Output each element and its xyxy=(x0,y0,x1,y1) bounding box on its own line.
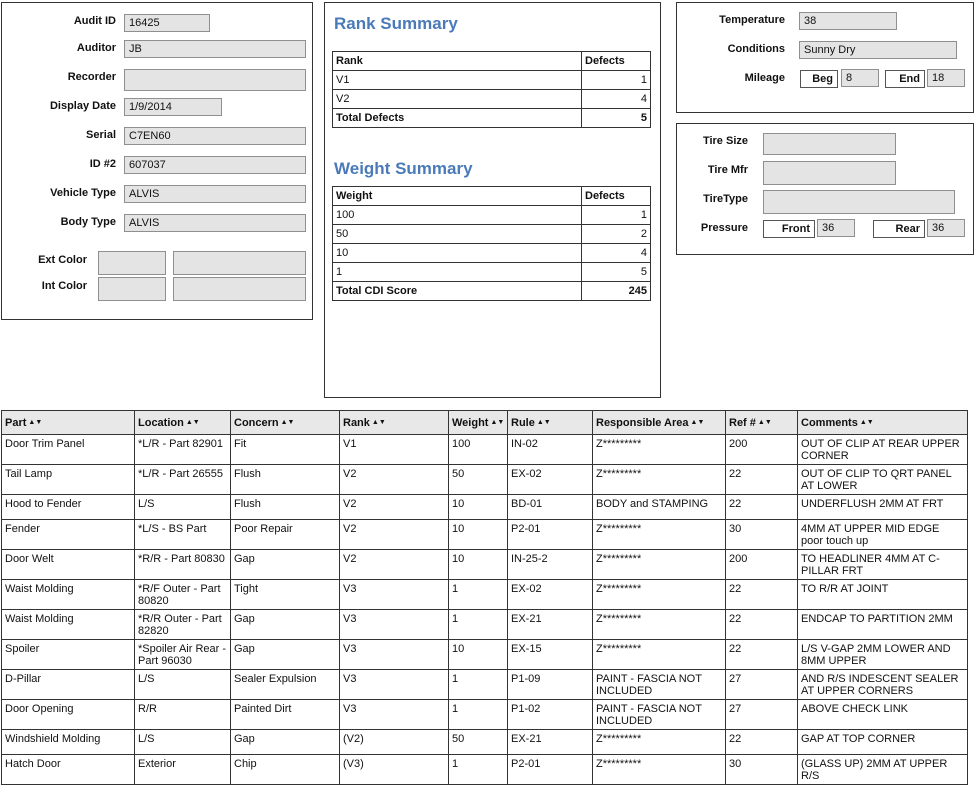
total-row xyxy=(333,109,651,128)
weight-column-header[interactable]: Weight ▲▼ xyxy=(449,411,508,435)
comments-cell: (GLASS UP) 2MM AT UPPER R/S xyxy=(798,755,968,785)
sort-icon[interactable]: ▲▼ xyxy=(536,419,551,427)
comments-cell: GAP AT TOP CORNER xyxy=(798,730,968,755)
conditions-label: Conditions xyxy=(727,43,785,55)
rule-cell: P2-01 xyxy=(508,520,593,550)
ext-color-label: Ext Color xyxy=(38,254,87,266)
weight-cell: 10 xyxy=(449,550,508,580)
part-cell: Windshield Molding xyxy=(2,730,135,755)
defects-header: Defects xyxy=(582,52,651,71)
concern-cell: Chip xyxy=(231,755,340,785)
sort-icon[interactable]: ▲▼ xyxy=(490,419,505,427)
concern-column-header[interactable]: Concern ▲▼ xyxy=(231,411,340,435)
table-row[interactable] xyxy=(2,700,968,730)
ref-cell: 22 xyxy=(726,640,798,670)
table-row xyxy=(333,244,651,263)
body-type-label: Body Type xyxy=(60,216,116,228)
concern-cell: Painted Dirt xyxy=(231,700,340,730)
weight-cell: 1 xyxy=(449,580,508,610)
location-cell: Exterior xyxy=(135,755,231,785)
part-cell: Tail Lamp xyxy=(2,465,135,495)
responsible-area-cell: Z********* xyxy=(593,730,726,755)
tire-mfr-field[interactable] xyxy=(763,161,896,185)
ref-cell: 27 xyxy=(726,670,798,700)
table-row[interactable] xyxy=(2,495,968,520)
part-cell: Spoiler xyxy=(2,640,135,670)
weight-cell: 10 xyxy=(333,244,582,263)
table-row xyxy=(333,71,651,90)
rank-cell: V2 xyxy=(340,465,449,495)
rank-cell: V2 xyxy=(340,495,449,520)
rank-cell: V3 xyxy=(340,670,449,700)
location-cell: *R/R - Part 80830 xyxy=(135,550,231,580)
rank-summary-header xyxy=(333,52,651,71)
weight-cell: 50 xyxy=(449,465,508,495)
weight-cell: 50 xyxy=(333,225,582,244)
table-row[interactable] xyxy=(2,610,968,640)
rank-header: Rank xyxy=(333,52,582,71)
comments-cell: TO R/R AT JOINT xyxy=(798,580,968,610)
weight-cell: 100 xyxy=(449,435,508,465)
rank-cell: V2 xyxy=(333,90,582,109)
rule-cell: P1-09 xyxy=(508,670,593,700)
body-type-field[interactable]: ALVIS xyxy=(124,214,306,232)
ref-cell: 22 xyxy=(726,580,798,610)
ref-cell: 22 xyxy=(726,730,798,755)
rule-cell: EX-21 xyxy=(508,730,593,755)
ref-cell: 27 xyxy=(726,700,798,730)
ref-cell: 30 xyxy=(726,755,798,785)
weight-cell: 1 xyxy=(449,755,508,785)
ref-cell: 22 xyxy=(726,610,798,640)
responsible-area-cell: Z********* xyxy=(593,435,726,465)
responsible-area-cell: PAINT - FASCIA NOT INCLUDED xyxy=(593,700,726,730)
tire-size-field[interactable] xyxy=(763,133,896,155)
location-cell: *Spoiler Air Rear - Part 96030 xyxy=(135,640,231,670)
responsible-area-cell: BODY and STAMPING xyxy=(593,495,726,520)
concern-cell: Flush xyxy=(231,495,340,520)
defects-table xyxy=(1,410,968,785)
concern-cell: Fit xyxy=(231,435,340,465)
comments-cell: TO HEADLINER 4MM AT C-PILLAR FRT xyxy=(798,550,968,580)
int-color-field-2[interactable] xyxy=(173,277,306,301)
weight-cell: 10 xyxy=(449,495,508,520)
weight-header: Weight xyxy=(333,187,582,206)
mileage-beg-button[interactable]: Beg xyxy=(800,70,838,88)
responsible-area-cell: Z********* xyxy=(593,610,726,640)
table-row[interactable] xyxy=(2,520,968,550)
defects-cell: 2 xyxy=(582,225,651,244)
weight-cell: 1 xyxy=(449,610,508,640)
location-cell: L/S xyxy=(135,670,231,700)
table-row xyxy=(333,225,651,244)
weight-cell: 1 xyxy=(449,700,508,730)
audit-id-field[interactable]: 16425 xyxy=(124,14,210,32)
audit-id-label: Audit ID xyxy=(73,15,116,27)
rank-cell: V2 xyxy=(340,520,449,550)
location-cell: L/S xyxy=(135,730,231,755)
rule-cell: EX-21 xyxy=(508,610,593,640)
ref-cell: 22 xyxy=(726,495,798,520)
comments-cell: 4MM AT UPPER MID EDGE poor touch up xyxy=(798,520,968,550)
concern-cell: Gap xyxy=(231,730,340,755)
location-cell: *L/S - BS Part xyxy=(135,520,231,550)
vehicle-type-field[interactable]: ALVIS xyxy=(124,185,306,203)
part-cell: Hatch Door xyxy=(2,755,135,785)
tire-type-label: TireType xyxy=(703,193,748,205)
part-cell: Door Welt xyxy=(2,550,135,580)
total-value: 5 xyxy=(582,109,651,128)
location-cell: *R/R Outer - Part 82820 xyxy=(135,610,231,640)
defects-cell: 5 xyxy=(582,263,651,282)
rule-cell: IN-25-2 xyxy=(508,550,593,580)
part-cell: Waist Molding xyxy=(2,580,135,610)
comments-cell: OUT OF CLIP AT REAR UPPER CORNER xyxy=(798,435,968,465)
responsible-area-column-header[interactable]: Responsible Area ▲▼ xyxy=(593,411,726,435)
rank-cell: (V2) xyxy=(340,730,449,755)
part-cell: Hood to Fender xyxy=(2,495,135,520)
ref-cell: 200 xyxy=(726,435,798,465)
table-row[interactable] xyxy=(2,465,968,495)
weight-cell: 10 xyxy=(449,520,508,550)
sort-icon[interactable]: ▲▼ xyxy=(690,419,705,427)
sort-icon[interactable]: ▲▼ xyxy=(280,419,295,427)
int-color-label: Int Color xyxy=(41,280,87,292)
vehicle-info-panel xyxy=(1,2,313,320)
conditions-panel xyxy=(676,2,974,113)
ext-color-field-1[interactable] xyxy=(98,251,166,275)
comments-cell: ABOVE CHECK LINK xyxy=(798,700,968,730)
concern-cell: Poor Repair xyxy=(231,520,340,550)
serial-label: Serial xyxy=(86,129,116,141)
rule-cell: EX-02 xyxy=(508,465,593,495)
rule-cell: EX-15 xyxy=(508,640,593,670)
rank-cell: V2 xyxy=(340,550,449,580)
concern-cell: Gap xyxy=(231,640,340,670)
id2-label: ID #2 xyxy=(89,158,116,170)
weight-cell: 1 xyxy=(449,670,508,700)
defects-cell: 1 xyxy=(582,71,651,90)
total-value: 245 xyxy=(582,282,651,301)
comments-cell: OUT OF CLIP TO QRT PANEL AT LOWER xyxy=(798,465,968,495)
table-row[interactable] xyxy=(2,550,968,580)
rank-cell: (V3) xyxy=(340,755,449,785)
defects-cell: 4 xyxy=(582,90,651,109)
display-date-label: Display Date xyxy=(49,100,116,112)
location-cell: *L/R - Part 26555 xyxy=(135,465,231,495)
table-row xyxy=(333,263,651,282)
weight-summary-title: Weight Summary xyxy=(334,159,473,178)
responsible-area-cell: Z********* xyxy=(593,550,726,580)
rank-cell: V1 xyxy=(340,435,449,465)
responsible-area-cell: Z********* xyxy=(593,465,726,495)
concern-cell: Sealer Expulsion xyxy=(231,670,340,700)
rule-cell: IN-02 xyxy=(508,435,593,465)
sort-icon[interactable]: ▲▼ xyxy=(185,419,200,427)
weight-cell: 50 xyxy=(449,730,508,755)
comments-cell: L/S V-GAP 2MM LOWER AND 8MM UPPER xyxy=(798,640,968,670)
conditions-field[interactable]: Sunny Dry xyxy=(799,41,957,59)
rule-column-header[interactable]: Rule ▲▼ xyxy=(508,411,593,435)
display-date-field[interactable]: 1/9/2014 xyxy=(124,98,222,116)
concern-cell: Gap xyxy=(231,550,340,580)
total-label: Total CDI Score xyxy=(333,282,582,301)
responsible-area-cell: Z********* xyxy=(593,755,726,785)
auditor-field[interactable]: JB xyxy=(124,40,306,58)
mileage-beg-field[interactable]: 8 xyxy=(841,69,879,87)
temperature-label: Temperature xyxy=(719,14,785,26)
pressure-front-button[interactable]: Front xyxy=(763,220,815,238)
responsible-area-cell: Z********* xyxy=(593,580,726,610)
responsible-area-cell: Z********* xyxy=(593,640,726,670)
recorder-field[interactable] xyxy=(124,69,306,91)
rank-cell: V3 xyxy=(340,580,449,610)
ref-cell: 22 xyxy=(726,465,798,495)
part-column-header[interactable]: Part ▲▼ xyxy=(2,411,135,435)
defects-header: Defects xyxy=(582,187,651,206)
sort-icon[interactable]: ▲▼ xyxy=(28,419,43,427)
concern-cell: Flush xyxy=(231,465,340,495)
rule-cell: EX-02 xyxy=(508,580,593,610)
table-row[interactable] xyxy=(2,580,968,610)
table-row[interactable] xyxy=(2,435,968,465)
comments-cell: AND R/S INDESCENT SEALER AT UPPER CORNERS xyxy=(798,670,968,700)
vehicle-type-label: Vehicle Type xyxy=(50,187,116,199)
rank-cell: V3 xyxy=(340,640,449,670)
part-cell: D-Pillar xyxy=(2,670,135,700)
total-row xyxy=(333,282,651,301)
location-column-header[interactable]: Location ▲▼ xyxy=(135,411,231,435)
part-cell: Waist Molding xyxy=(2,610,135,640)
recorder-label: Recorder xyxy=(67,71,116,83)
rule-cell: P1-02 xyxy=(508,700,593,730)
tire-type-field[interactable] xyxy=(763,190,955,214)
sort-icon[interactable]: ▲▼ xyxy=(859,419,874,427)
rank-summary-title: Rank Summary xyxy=(334,14,458,33)
concern-cell: Gap xyxy=(231,610,340,640)
ref-cell: 200 xyxy=(726,550,798,580)
sort-icon[interactable]: ▲▼ xyxy=(371,419,386,427)
part-cell: Door Trim Panel xyxy=(2,435,135,465)
weight-cell: 1 xyxy=(333,263,582,282)
rule-cell: BD-01 xyxy=(508,495,593,520)
ref-column-header[interactable]: Ref # ▲▼ xyxy=(726,411,798,435)
table-row[interactable] xyxy=(2,670,968,700)
location-cell: *R/F Outer - Part 80820 xyxy=(135,580,231,610)
id2-field[interactable]: 607037 xyxy=(124,156,306,174)
pressure-label: Pressure xyxy=(700,222,748,234)
table-row[interactable] xyxy=(2,755,968,785)
defects-cell: 1 xyxy=(582,206,651,225)
table-row xyxy=(333,206,651,225)
table-row[interactable] xyxy=(2,730,968,755)
ext-color-field-2[interactable] xyxy=(173,251,306,275)
table-row[interactable] xyxy=(2,640,968,670)
location-cell: *L/R - Part 82901 xyxy=(135,435,231,465)
pressure-front-field[interactable]: 36 xyxy=(817,219,855,237)
location-cell: L/S xyxy=(135,495,231,520)
weight-summary-header xyxy=(333,187,651,206)
rank-column-header[interactable]: Rank ▲▼ xyxy=(340,411,449,435)
comments-cell: ENDCAP TO PARTITION 2MM xyxy=(798,610,968,640)
comments-cell: UNDERFLUSH 2MM AT FRT xyxy=(798,495,968,520)
defects-cell: 4 xyxy=(582,244,651,263)
location-cell: R/R xyxy=(135,700,231,730)
mileage-end-button[interactable]: End xyxy=(885,70,925,88)
rank-cell: V3 xyxy=(340,700,449,730)
responsible-area-cell: Z********* xyxy=(593,520,726,550)
tire-panel xyxy=(676,123,974,255)
serial-field[interactable]: C7EN60 xyxy=(124,127,306,145)
pressure-rear-field[interactable]: 36 xyxy=(927,219,965,237)
temperature-field[interactable]: 38 xyxy=(799,12,897,30)
rank-cell: V1 xyxy=(333,71,582,90)
table-row xyxy=(333,90,651,109)
int-color-field-1[interactable] xyxy=(98,277,166,301)
part-cell: Door Opening xyxy=(2,700,135,730)
responsible-area-cell: PAINT - FASCIA NOT INCLUDED xyxy=(593,670,726,700)
mileage-label: Mileage xyxy=(744,72,785,84)
tire-size-label: Tire Size xyxy=(702,135,748,147)
rank-summary-table xyxy=(332,51,651,128)
part-cell: Fender xyxy=(2,520,135,550)
rank-cell: V3 xyxy=(340,610,449,640)
sort-icon[interactable]: ▲▼ xyxy=(757,419,772,427)
weight-cell: 10 xyxy=(449,640,508,670)
ref-cell: 30 xyxy=(726,520,798,550)
rule-cell: P2-01 xyxy=(508,755,593,785)
mileage-end-field[interactable]: 18 xyxy=(927,69,965,87)
weight-summary-table xyxy=(332,186,651,301)
concern-cell: Tight xyxy=(231,580,340,610)
summary-panel xyxy=(324,2,661,398)
auditor-label: Auditor xyxy=(76,42,116,54)
weight-cell: 100 xyxy=(333,206,582,225)
comments-column-header[interactable]: Comments ▲▼ xyxy=(798,411,968,435)
tire-mfr-label: Tire Mfr xyxy=(707,164,748,176)
defects-header-row xyxy=(2,411,968,435)
pressure-rear-button[interactable]: Rear xyxy=(873,220,925,238)
total-label: Total Defects xyxy=(333,109,582,128)
